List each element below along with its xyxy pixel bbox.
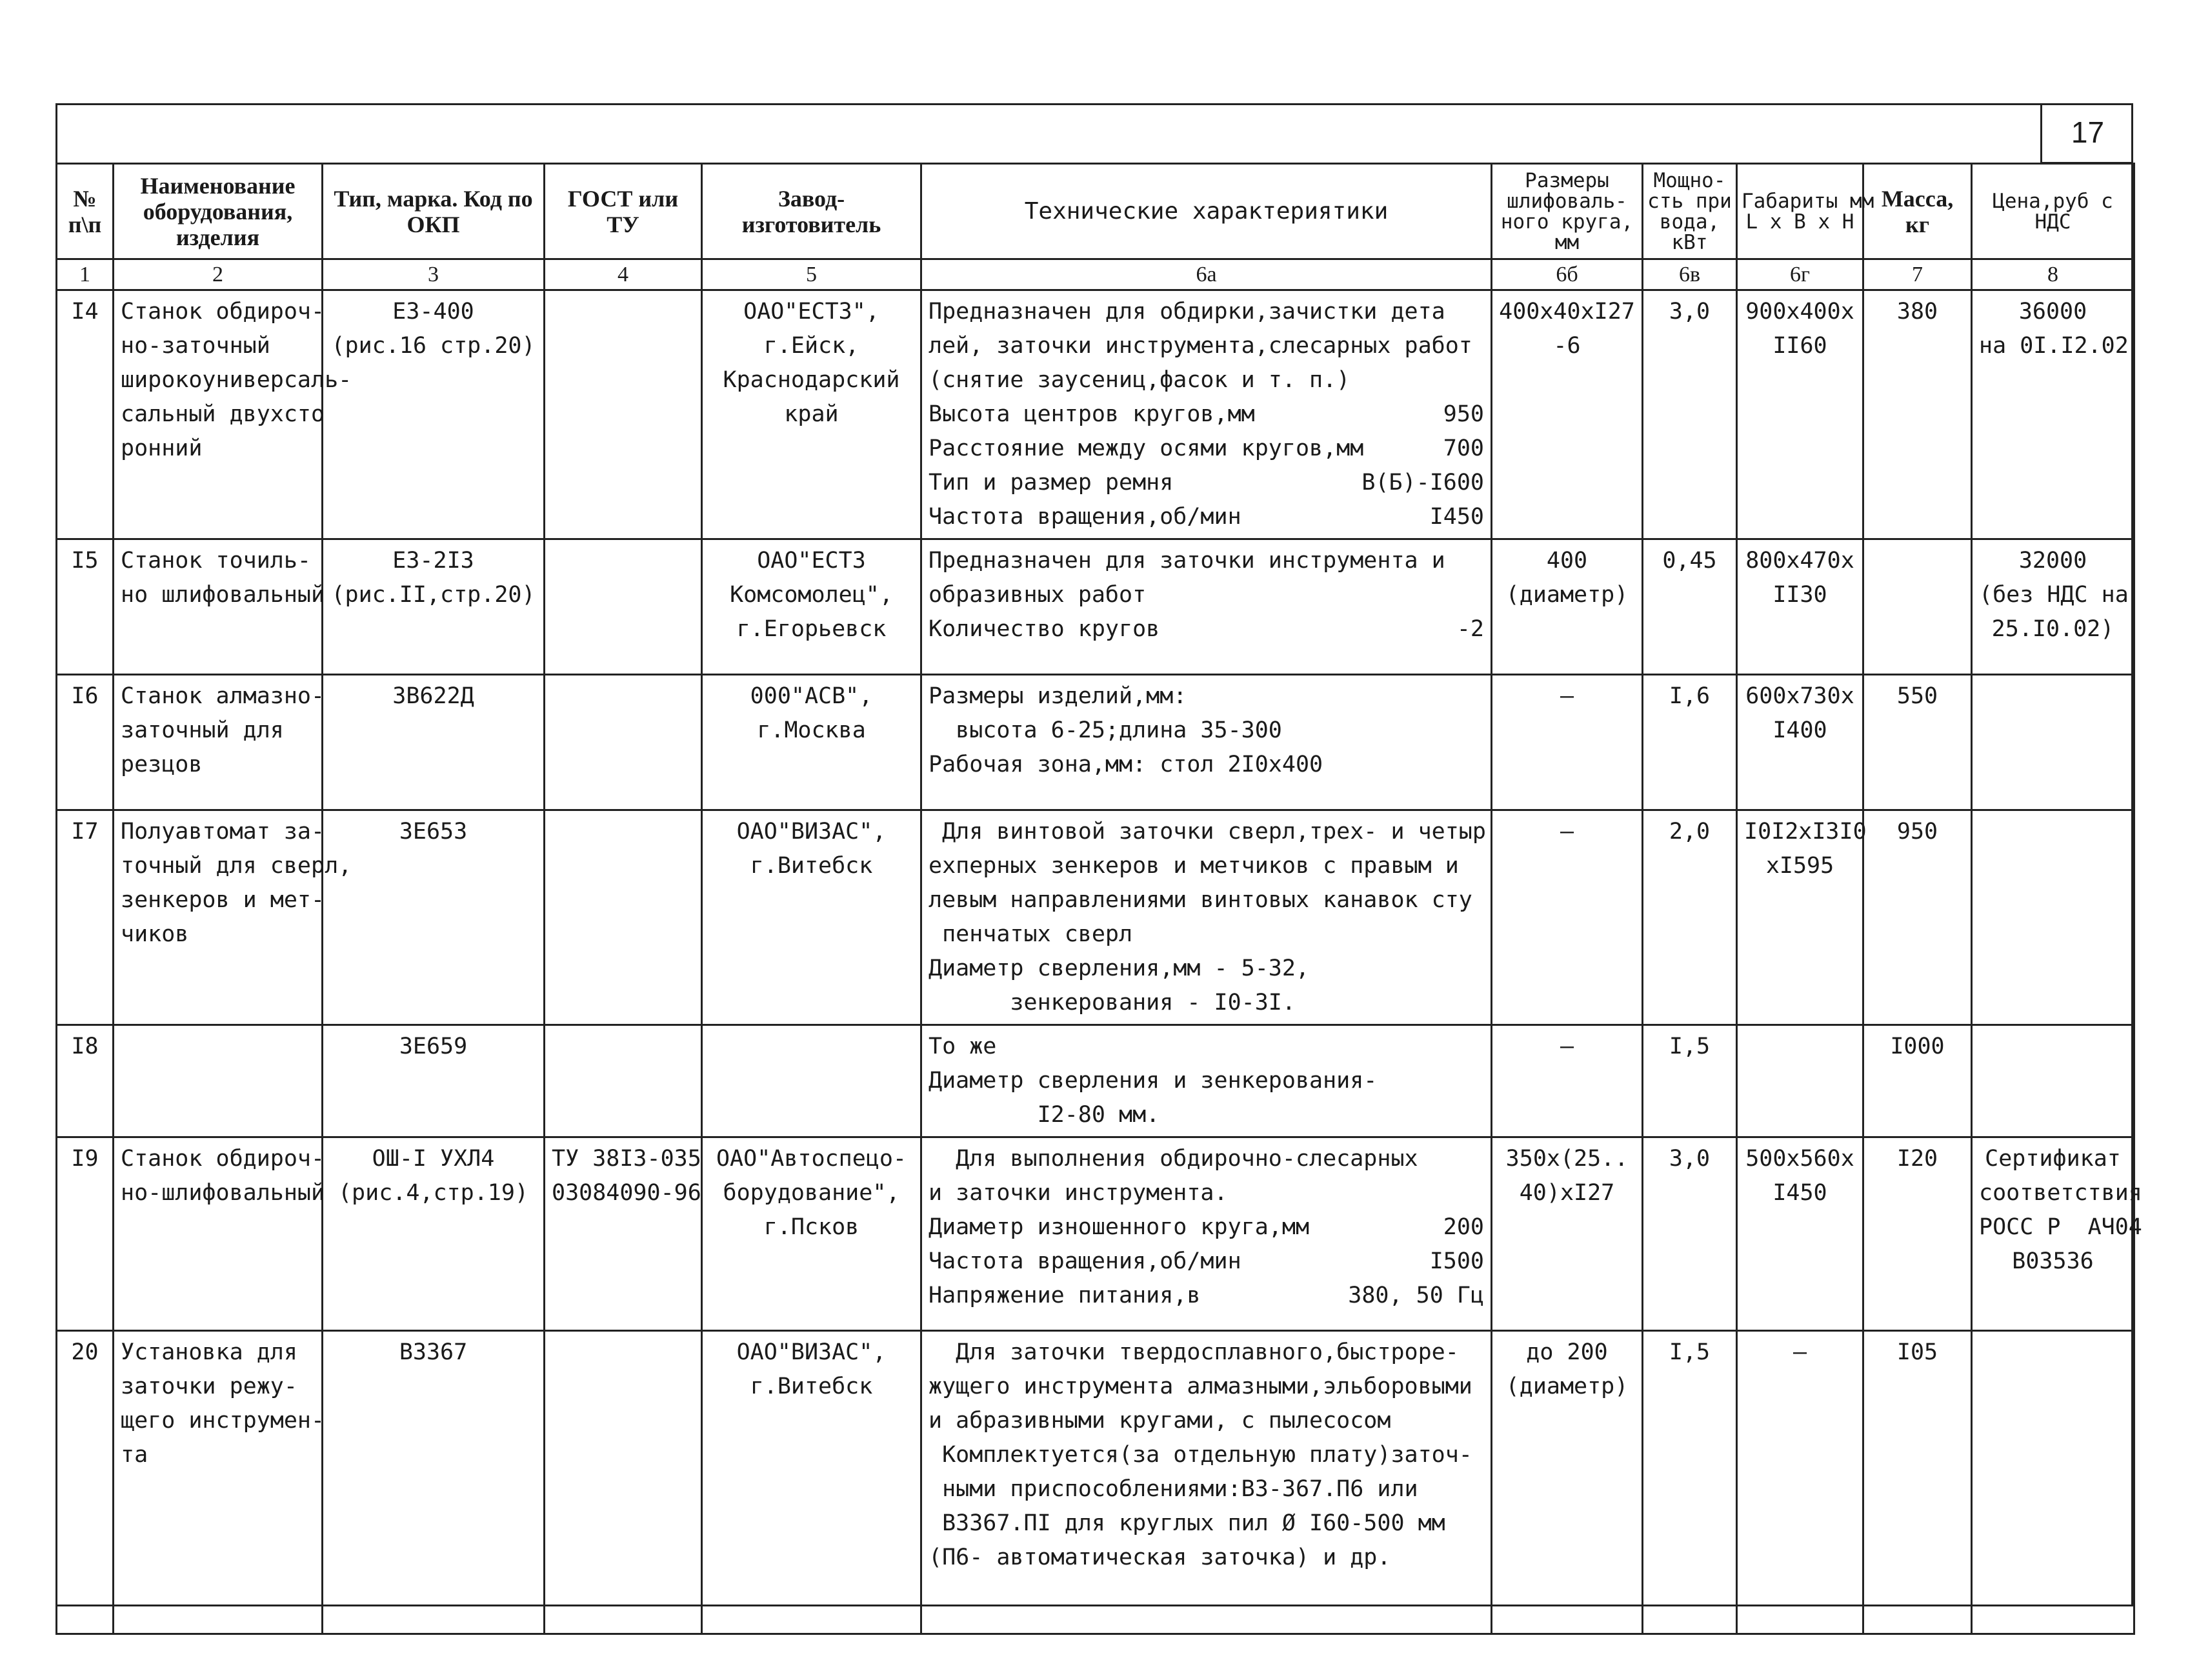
wheel-size-cell (1492, 290, 1643, 539)
tech-text-line: ехперных зенкеров и метчиков с правым и (929, 853, 1459, 879)
equipment-name-line: точный для сверл, (121, 853, 352, 879)
equipment-name-cell (114, 539, 323, 675)
dimensions-cell (1737, 1025, 1863, 1137)
tech-param-key: Высота центров кругов,мм (929, 401, 1255, 427)
table-row (57, 1025, 2134, 1137)
type-line: Е3-400 (392, 299, 474, 325)
manufacturer-line: ОАО"Автоспецо- (716, 1146, 907, 1172)
equipment-name-cell (114, 1137, 323, 1331)
col-number: 7 (1863, 259, 1972, 290)
dimensions-line: II60 (1772, 333, 1827, 359)
tech-text-line: Рабочая зона,мм: стол 2I0x400 (929, 752, 1323, 777)
wheel-size-line: до 200 (1526, 1339, 1608, 1365)
header-dims-title: Габариты мм (1742, 189, 1874, 213)
dimensions-line: II30 (1772, 582, 1827, 608)
tech-text-line: и заточки инструмента. (929, 1180, 1228, 1206)
mass-cell (1863, 1137, 1972, 1331)
tech-param-value: 950 (1443, 401, 1484, 427)
wheel-size-line: (диаметр) (1505, 582, 1629, 608)
mass-line: I000 (1890, 1034, 1945, 1059)
gost-cell (545, 1331, 702, 1634)
tech-param-value: 200 (1443, 1214, 1484, 1240)
col-number: 6б (1492, 259, 1643, 290)
tech-specs-cell (921, 1137, 1492, 1331)
wheel-size-line: (диаметр) (1505, 1374, 1629, 1399)
dimensions-line: 900x400x (1745, 299, 1854, 325)
equipment-name-line: чиков (121, 921, 189, 947)
dimensions-line: I0I2xI3I0 (1744, 819, 1867, 845)
dimensions-line: 800x470x (1745, 548, 1854, 574)
tech-param-key: Количество кругов (929, 616, 1160, 642)
tech-specs-cell (921, 675, 1492, 810)
manufacturer-line: ОАО"ВИЗАС", (736, 1339, 887, 1365)
dimensions-cell (1737, 810, 1867, 1025)
type-line: Е3-2I3 (392, 548, 474, 574)
tech-param-value: 700 (1443, 435, 1484, 461)
tech-param-key: Тип и размер ремня (929, 470, 1174, 495)
mass-line: I05 (1896, 1339, 1938, 1365)
price-line: Сертификат (1985, 1146, 2121, 1172)
dimensions-line: I450 (1772, 1180, 1827, 1206)
manufacturer-line: край (784, 401, 839, 427)
dimensions-line: I400 (1772, 717, 1827, 743)
table-row (57, 539, 2134, 675)
gost-line: 03084090-96 (552, 1180, 701, 1206)
tech-param (929, 1210, 1484, 1245)
header-tech: Технические характериятики (921, 164, 1492, 259)
tech-text-line: (снятие заусениц,фасок и т. п.) (929, 367, 1351, 393)
tech-text-line: Для выполнения обдирочно-слесарных (929, 1146, 1418, 1172)
tech-param-key: Диаметр изношенного круга,мм (929, 1214, 1310, 1240)
header-price: Цена,руб с НДС (1972, 164, 2134, 259)
table-row (57, 1331, 2134, 1634)
header-row (57, 164, 2134, 259)
price-cell (1972, 290, 2134, 539)
table-row (57, 1137, 2134, 1331)
tech-text-line: То же (929, 1034, 997, 1059)
gost-cell (545, 810, 702, 1025)
price-line: соответствия (1979, 1180, 2142, 1206)
wheel-size-cell (1492, 810, 1643, 1025)
price-cell (1972, 1025, 2134, 1137)
manufacturer-line: г.Москва (757, 717, 866, 743)
type-line: 3Е653 (399, 819, 468, 845)
equipment-name-line: но-шлифовальный (121, 1180, 325, 1206)
equipment-name-cell (114, 810, 352, 1025)
price-line: В03536 (2012, 1248, 2094, 1274)
equipment-name-cell (114, 675, 323, 810)
equipment-name-cell (114, 1331, 323, 1634)
table-row (57, 675, 2134, 810)
equipment-name-line: Станок точиль- (121, 548, 312, 574)
wheel-size-line: – (1560, 819, 1574, 845)
tech-text-line: ными приспособлениями:В3-367.П6 или (929, 1476, 1418, 1502)
wheel-size-line: -6 (1553, 333, 1581, 359)
manufacturer-cell (702, 810, 921, 1025)
price-line: на 0I.I2.02 (1979, 333, 2129, 359)
mass-cell (1863, 1025, 1972, 1137)
type-cell (323, 290, 545, 539)
tech-text-line: высота 6-25;длина 35-300 (929, 717, 1282, 743)
type-cell (323, 675, 545, 810)
dimensions-line: 500x560x (1745, 1146, 1854, 1172)
tech-text-line: зенкерования - I0-3I. (929, 990, 1296, 1015)
mass-cell (1863, 1331, 1972, 1634)
gost-cell (545, 1025, 702, 1137)
header-power: Мощно- сть при вода, кВт (1643, 164, 1737, 259)
header-dims (1737, 164, 1874, 259)
power-line: I,6 (1669, 683, 1711, 709)
table-body (57, 290, 2142, 1634)
tech-text-line: пенчатых сверл (929, 921, 1133, 947)
tech-text-line: левым направлениями винтовых канавок сту (929, 887, 1472, 913)
tech-text-line: Диаметр сверления,мм - 5-32, (929, 955, 1310, 981)
wheel-size-cell (1492, 675, 1643, 810)
manufacturer-line: ОАО"ВИЗАС", (736, 819, 887, 845)
equipment-name-line: ронний (121, 435, 203, 461)
equipment-name-line: зенкеров и мет- (121, 887, 325, 913)
header-type: Тип, марка. Код по ОКП (323, 164, 545, 259)
tech-param (929, 397, 1484, 432)
type-line: 3Е659 (399, 1034, 468, 1059)
col-number: 1 (57, 259, 114, 290)
wheel-size-line: 40)xI27 (1519, 1180, 1615, 1206)
equipment-name-line: заточный для (121, 717, 284, 743)
price-line: (без НДС на (1979, 582, 2129, 608)
tech-text-line: и абразивными кругами, с пылесосом (929, 1408, 1391, 1434)
price-line: 32000 (2018, 548, 2087, 574)
row-number-cell: 20 (57, 1331, 114, 1634)
equipment-name-line: Станок обдироч- (121, 1146, 325, 1172)
equipment-name-line: та (121, 1442, 148, 1468)
gost-cell (545, 675, 702, 810)
equipment-name-line: сальный двухсто (121, 401, 325, 427)
manufacturer-line: 000"АСВ", (750, 683, 873, 709)
type-cell (323, 810, 545, 1025)
tech-param-key: Расстояние между осями кругов,мм (929, 435, 1364, 461)
manufacturer-line: ОАО"ЕСТЗ (757, 548, 866, 574)
price-cell (1972, 810, 2134, 1025)
header-maker: Завод- изготовитель (702, 164, 921, 259)
power-cell (1643, 539, 1737, 675)
tech-text-line: Комплектуется(за отдельную плату)заточ- (929, 1442, 1472, 1468)
header-num: № п\п (57, 164, 114, 259)
type-cell (323, 539, 545, 675)
tech-text-line: (П6- автоматическая заточка) и др. (929, 1545, 1391, 1570)
power-cell (1643, 290, 1737, 539)
dimensions-line: xI595 (1765, 853, 1834, 879)
tech-specs-cell (921, 810, 1492, 1025)
type-line: 3В622Д (392, 683, 474, 709)
manufacturer-line: ОАО"ЕСТЗ", (743, 299, 879, 325)
mass-line: 550 (1896, 683, 1938, 709)
tech-param (929, 466, 1484, 500)
tech-text-line: В3367.ПI для круглых пил Ø I60-500 мм (929, 1510, 1445, 1536)
tech-text-line: Диаметр сверления и зенкерования- (929, 1068, 1378, 1094)
col-number: 8 (1972, 259, 2134, 290)
row-number-cell: I6 (57, 675, 114, 810)
manufacturer-cell (702, 290, 921, 539)
row-number-cell: I5 (57, 539, 114, 675)
power-line: 0,45 (1662, 548, 1717, 574)
column-number-row (57, 259, 2134, 290)
wheel-size-cell (1492, 1025, 1643, 1137)
tech-text-line: жущего инструмента алмазными,эльборовыми (929, 1374, 1472, 1399)
col-number: 4 (545, 259, 702, 290)
type-line: (рис.II,стр.20) (331, 582, 536, 608)
row-number-cell: I4 (57, 290, 114, 539)
price-line: 36000 (2018, 299, 2087, 325)
price-cell (1972, 675, 2134, 810)
gost-cell (545, 290, 702, 539)
manufacturer-line: Краснодарский (723, 367, 900, 393)
col-number: 6а (921, 259, 1492, 290)
power-cell (1643, 1025, 1737, 1137)
equipment-name-line: Установка для (121, 1339, 297, 1365)
dimensions-cell (1737, 539, 1863, 675)
table-row (57, 810, 2134, 1025)
tech-text-line: Предназначен для заточки инструмента и (929, 548, 1445, 574)
dimensions-cell (1737, 290, 1863, 539)
manufacturer-line: борудование", (723, 1180, 900, 1206)
tech-param-value: I450 (1429, 504, 1484, 530)
type-cell (323, 1331, 545, 1634)
type-cell (323, 1025, 545, 1137)
row-number-cell: I7 (57, 810, 114, 1025)
tech-text-line: Для заточки твердосплавного,быстроре- (929, 1339, 1459, 1365)
mass-cell (1863, 539, 1972, 675)
tech-param (929, 500, 1484, 534)
header-name: Наименование оборудования, изделия (114, 164, 323, 259)
col-number: 3 (323, 259, 545, 290)
row-number-cell: I8 (57, 1025, 114, 1137)
equipment-name-line: Полуавтомат за- (121, 819, 325, 845)
manufacturer-line: г.Витебск (750, 1374, 873, 1399)
power-line: 3,0 (1669, 299, 1711, 325)
wheel-size-cell (1492, 539, 1643, 675)
power-line: 2,0 (1669, 819, 1711, 845)
tech-param-value: 380, 50 Гц (1348, 1283, 1484, 1308)
wheel-size-cell (1492, 1137, 1643, 1331)
price-line: РОСС Р АЧ04 (1979, 1214, 2142, 1240)
wheel-size-line: – (1560, 683, 1574, 709)
header-dims-sub: L x B x H (1745, 210, 1854, 234)
wheel-size-line: 350x(25.. (1505, 1146, 1629, 1172)
equipment-name-line: щего инструмен- (121, 1408, 325, 1434)
equipment-name-line: Станок алмазно- (121, 683, 325, 709)
header-gost: ГОСТ или ТУ (545, 164, 702, 259)
type-line: В3367 (399, 1339, 468, 1365)
equipment-table (55, 163, 2142, 1635)
price-cell (1972, 539, 2134, 675)
power-line: I,5 (1669, 1034, 1711, 1059)
equipment-name-cell (114, 290, 352, 539)
col-number: 5 (702, 259, 921, 290)
manufacturer-cell (702, 539, 921, 675)
header-wheel: Размеры шлифоваль- ного круга, мм (1492, 164, 1643, 259)
col-number: 6г (1737, 259, 1863, 290)
manufacturer-line: г.Егорьевск (736, 616, 887, 642)
price-cell (1972, 1331, 2134, 1634)
mass-line: I20 (1896, 1146, 1938, 1172)
equipment-name-line: заточки режу- (121, 1374, 297, 1399)
mass-cell (1863, 810, 1972, 1025)
type-line: (рис.4,стр.19) (337, 1180, 528, 1206)
col-number: 6в (1643, 259, 1737, 290)
tech-param-value: В(Б)-I600 (1361, 470, 1484, 495)
dimensions-line: 600x730x (1745, 683, 1854, 709)
tech-specs-cell (921, 1331, 1492, 1634)
type-line: ОШ-I УХЛ4 (372, 1146, 495, 1172)
equipment-name-line: но шлифовальный (121, 582, 325, 608)
mass-line: 380 (1896, 299, 1938, 325)
wheel-size-line: – (1560, 1034, 1574, 1059)
tech-param (929, 432, 1484, 466)
power-cell (1643, 1331, 1737, 1634)
tech-text-line: Размеры изделий,мм: (929, 683, 1187, 709)
row-number-cell: I9 (57, 1137, 114, 1331)
price-cell (1972, 1137, 2142, 1331)
tech-param (929, 612, 1484, 646)
equipment-name-line: широкоуниверсаль- (121, 367, 352, 393)
tech-param (929, 1245, 1484, 1279)
price-line: 25.I0.02) (1991, 616, 2114, 642)
power-line: 3,0 (1669, 1146, 1711, 1172)
page-number: 17 (2040, 103, 2133, 164)
tech-param-key: Напряжение питания,в (929, 1283, 1201, 1308)
mass-cell (1863, 290, 1972, 539)
type-line: (рис.16 стр.20) (331, 333, 536, 359)
manufacturer-line: Комсомолец", (730, 582, 893, 608)
tech-param-key: Частота вращения,об/мин (929, 504, 1241, 530)
manufacturer-cell (702, 675, 921, 810)
mass-cell (1863, 675, 1972, 810)
equipment-name-line: но-заточный (121, 333, 270, 359)
tech-param (929, 1279, 1484, 1313)
manufacturer-cell (702, 1025, 921, 1137)
manufacturer-line: г.Ейск, (763, 333, 859, 359)
manufacturer-line: г.Псков (763, 1214, 859, 1240)
wheel-size-cell (1492, 1331, 1643, 1634)
tech-text-line: лей, заточки инструмента,слесарных работ (929, 333, 1472, 359)
dimensions-cell (1737, 1331, 1863, 1634)
tech-specs-cell (921, 1025, 1492, 1137)
wheel-size-line: 400x40xI27 (1499, 299, 1635, 325)
tech-specs-cell (921, 539, 1492, 675)
gost-cell (545, 539, 702, 675)
manufacturer-line: г.Витебск (750, 853, 873, 879)
equipment-name-line: резцов (121, 752, 203, 777)
gost-line: ТУ 38I3-035 (552, 1146, 701, 1172)
table-row (57, 290, 2134, 539)
power-cell (1643, 1137, 1737, 1331)
gost-cell (545, 1137, 702, 1331)
wheel-size-line: 400 (1546, 548, 1588, 574)
power-cell (1643, 675, 1737, 810)
power-line: I,5 (1669, 1339, 1711, 1365)
mass-line: 950 (1896, 819, 1938, 845)
manufacturer-cell (702, 1331, 921, 1634)
dimensions-cell (1737, 675, 1863, 810)
type-cell (323, 1137, 545, 1331)
tech-specs-cell (921, 290, 1492, 539)
tech-text-line: I2-80 мм. (929, 1102, 1160, 1128)
tech-text-line: Для винтовой заточки сверл,трех- и четыр (929, 819, 1486, 845)
header-mass: Масса, кг (1863, 164, 1972, 259)
tech-text-line: Предназначен для обдирки,зачистки дета (929, 299, 1445, 325)
dimensions-line: – (1792, 1339, 1807, 1365)
col-number: 2 (114, 259, 323, 290)
tech-param-key: Частота вращения,об/мин (929, 1248, 1241, 1274)
manufacturer-cell (702, 1137, 921, 1331)
equipment-name-line: Станок обдироч- (121, 299, 325, 325)
tech-param-value: I500 (1429, 1248, 1484, 1274)
power-cell (1643, 810, 1737, 1025)
equipment-name-cell (114, 1025, 323, 1137)
tech-text-line: образивных работ (929, 582, 1147, 608)
tech-param-value: -2 (1456, 616, 1484, 642)
dimensions-cell (1737, 1137, 1863, 1331)
